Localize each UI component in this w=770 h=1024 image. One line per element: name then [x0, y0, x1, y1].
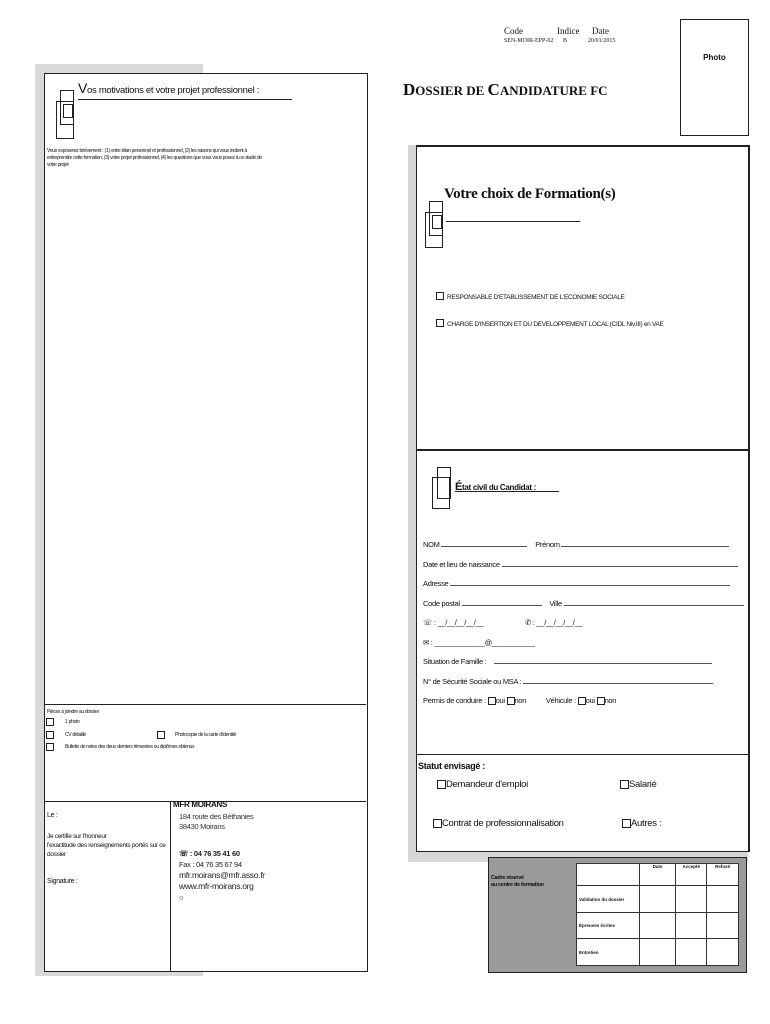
vehicule-label: Véhicule :	[545, 696, 576, 705]
code-postal-label: Code postal	[423, 598, 460, 608]
etat-civil-title: État civil du Candidat :	[455, 481, 537, 493]
nom-field[interactable]	[441, 546, 527, 547]
table-cell[interactable]	[639, 886, 676, 913]
vehicule-oui: oui	[585, 696, 595, 705]
mfr-extra: ○	[179, 893, 184, 902]
table-cell[interactable]	[676, 912, 707, 939]
formation-panel	[416, 145, 750, 852]
pieces-id-copy: Photocopie de la carte d'identité	[175, 732, 237, 738]
indice-label: Indice	[557, 26, 580, 36]
divider	[44, 704, 366, 705]
statut-contrat: Contrat de professionnalisation	[442, 818, 564, 829]
prenom-label: Prénom	[535, 540, 560, 549]
code-value: SEN-MOIR-EPP-02	[504, 38, 554, 44]
col-refuse: Refusé	[707, 864, 739, 886]
checkbox-autres[interactable]	[622, 819, 631, 828]
checkbox-cv[interactable]	[46, 731, 54, 739]
certify-text: Je certifie sur l'honneur l'exactitude des renseignements portés sur ce dossier	[47, 833, 166, 858]
ville-label: Ville	[549, 598, 562, 608]
reserve-label: Cadre réservé au centre de formation	[491, 875, 544, 888]
code-label: Code	[504, 26, 523, 36]
mfr-contact	[179, 848, 265, 903]
checkbox-vehicule-non[interactable]	[597, 697, 605, 705]
checkbox-photo[interactable]	[46, 718, 54, 726]
decorative-square-icon	[432, 215, 442, 229]
pieces-cv: CV détaillé	[65, 732, 86, 738]
mfr-website[interactable]: www.mfr-moirans.org	[179, 881, 254, 891]
row-epreuves: Épreuves écrites	[577, 912, 640, 939]
checkbox-contrat[interactable]	[433, 819, 442, 828]
row-entretien: Entretien	[577, 939, 640, 966]
signature-label: Signature :	[47, 878, 78, 885]
checkbox-salarie[interactable]	[620, 780, 629, 789]
adresse-field[interactable]	[450, 585, 730, 586]
title-underline	[78, 99, 292, 100]
divider	[416, 754, 748, 755]
statut-demandeur: Demandeur d'emploi	[446, 779, 528, 790]
ville-field[interactable]	[564, 605, 744, 606]
date-label: Date	[592, 26, 609, 36]
checkbox-vehicule-oui[interactable]	[578, 697, 586, 705]
vehicule-non: non	[604, 696, 617, 705]
reserve-table	[576, 863, 739, 966]
statut-title: Statut envisagé :	[418, 761, 485, 771]
divider	[170, 801, 171, 971]
phone-icon: ☏	[423, 618, 433, 627]
table-cell[interactable]	[639, 912, 676, 939]
pieces-title: Pièces à joindre au dossier	[47, 709, 99, 715]
phone-field[interactable]: : __/__/__/__/__	[433, 618, 484, 627]
mail-icon: ✉	[423, 637, 429, 647]
secu-label: N° de Sécurité Sociale ou MSA :	[423, 676, 522, 686]
mfr-phone: ☏ : 04 76 35 41 60	[179, 849, 240, 858]
photo-label: Photo	[703, 53, 726, 62]
statut-salarie: Salarié	[629, 779, 657, 790]
checkbox-option-1[interactable]	[436, 292, 444, 300]
title-underline	[446, 221, 580, 222]
naissance-label: Date et lieu de naissance	[423, 559, 500, 569]
decorative-square-icon	[63, 104, 73, 118]
pieces-bulletin: Bulletin de notes des deux derniers trimestres ou diplômes obtenus	[65, 744, 195, 750]
motivations-instructions: Vous exposerez brièvement : (1) votre bilan personnel et professionnel, (2) les raisons qui vous incitent à entreprendre cette formation, (3) votre projet professionnel, (4) les questions que vous vous posez à ce stade de votre projet	[47, 148, 262, 168]
adresse-label: Adresse	[423, 579, 449, 588]
checkbox-demandeur[interactable]	[437, 780, 446, 789]
checkbox-permis-non[interactable]	[507, 697, 515, 705]
table-cell[interactable]	[707, 886, 739, 913]
indice-value: B	[563, 38, 568, 44]
situation-label: Situation de Famille :	[423, 657, 487, 666]
prenom-field[interactable]	[561, 546, 729, 547]
table-cell[interactable]	[707, 912, 739, 939]
email-field[interactable]: : _____________@___________	[430, 637, 535, 647]
formation-title: Votre choix de Formation(s)	[444, 186, 616, 202]
title-underline	[455, 491, 559, 492]
mfr-address: 184 route des Béthanies 38430 Moirans	[179, 812, 254, 831]
nom-label: NOM	[423, 540, 440, 549]
naissance-field[interactable]	[502, 566, 738, 567]
mfr-fax: Fax : 04 76 35 67 94	[179, 860, 242, 869]
mfr-name: MFR MOIRANS	[173, 800, 228, 809]
table-cell[interactable]	[639, 939, 676, 966]
secu-field[interactable]	[523, 683, 713, 684]
situation-field[interactable]	[494, 663, 712, 664]
pieces-photo: 1 photo	[65, 719, 80, 725]
date-value: 20/01/2015	[588, 38, 616, 44]
decorative-square-icon	[432, 477, 450, 509]
checkbox-bulletin[interactable]	[46, 743, 54, 751]
motivations-title: Vos motivations et votre projet professionnel :	[78, 80, 260, 96]
checkbox-option-2[interactable]	[436, 319, 444, 327]
date-field-label: Le :	[47, 812, 58, 819]
motivations-text-area[interactable]	[46, 180, 364, 700]
formation-option-1: RESPONSABLE D'ETABLISSEMENT DE L'ECONOMIE SOCIALE	[447, 294, 625, 301]
mobile-icon: ✆	[525, 618, 532, 627]
formation-option-2: CHARGE D'INSERTION ET DU DEVELOPPEMENT LOCAL (CIDL Niv.III) en VAE	[447, 321, 664, 328]
photo-box[interactable]	[680, 19, 749, 136]
checkbox-permis-oui[interactable]	[488, 697, 496, 705]
table-cell[interactable]	[707, 939, 739, 966]
statut-autres: Autres :	[631, 818, 662, 829]
permis-label: Permis de conduire :	[423, 696, 486, 705]
table-cell[interactable]	[676, 886, 707, 913]
col-date: Date	[639, 864, 676, 886]
checkbox-id-copy[interactable]	[157, 731, 165, 739]
col-accepte: Accepté	[676, 864, 707, 886]
page-title: DOSSIER DE CANDIDATURE FC	[403, 80, 608, 99]
signature-area[interactable]	[46, 890, 166, 965]
table-cell[interactable]	[676, 939, 707, 966]
divider	[416, 449, 748, 451]
mobile-field[interactable]: : __/__/__/__/__	[532, 618, 583, 627]
mfr-email[interactable]: mfr.moirans@mfr.asso.fr	[179, 870, 265, 880]
code-postal-field[interactable]	[462, 605, 542, 606]
row-validation: Validation du dossier	[577, 886, 640, 913]
etat-civil-form: NOM Prénom Date et lieu de naissance Adresse Code postal Ville ☏ : __/__/__/__/__ ✆ : __/__/__/__/__ ✉ : _____________@___________ Situation de Famille : N° de Sécurité Sociale ou MSA : Permis de conduire : oui non Véhicule : oui non	[423, 535, 735, 711]
